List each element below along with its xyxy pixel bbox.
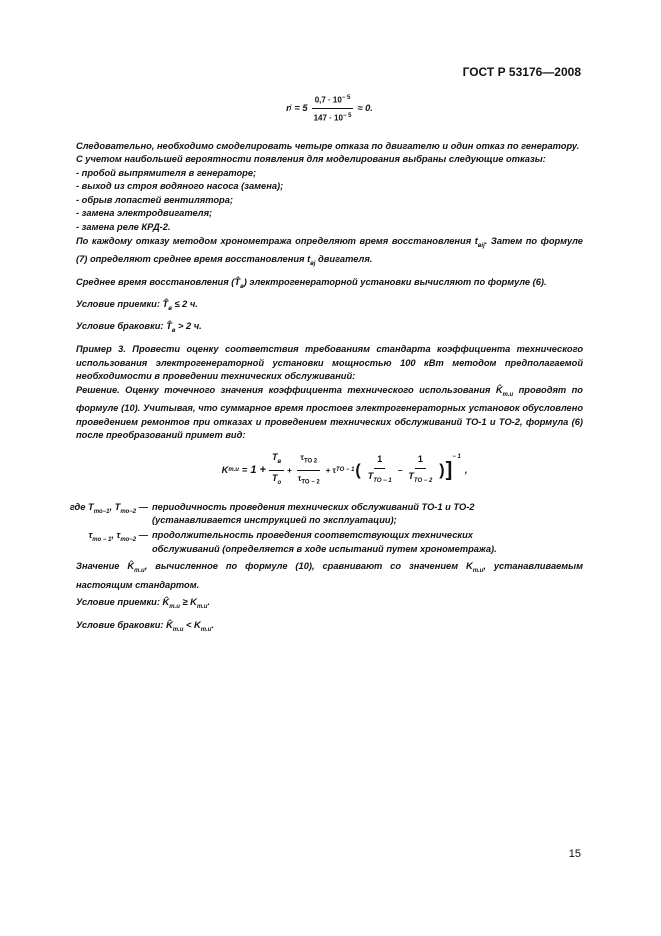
formula-k-tau1-sub: ТО − 1 [335, 467, 355, 474]
def-text-periodicity: периодичность проведения технических обслуживаний ТО-1 и ТО-2 (устанавливается инструкцией по эксплуатации); [152, 501, 475, 526]
value-sym: K̂ [127, 561, 135, 572]
formula-k-t1-sub: ТО − 1 [373, 477, 392, 484]
accept2-k: K [190, 597, 197, 608]
accept-condition-1 [76, 298, 583, 316]
formula-k-lhs: K [221, 465, 229, 476]
formula-k-to: T [271, 473, 278, 484]
def-term-duration [32, 529, 152, 556]
accept1-sub: в [168, 305, 172, 312]
para3-a: По каждому отказу методом хронометража определяют время восстановления t [76, 235, 478, 246]
accept2-sym: K̂ [162, 597, 170, 608]
formula-r-lhs: r [286, 102, 290, 113]
formula-k: K т.и = 1 + $\frac{T_в}{T_о}$ + $\frac{\tau_{ТО 2}}{\tau_{ТО - 2}}$ + τ ТО − 1 ( $\frac{1}{T_{ТО - 1}}$ − $\frac{1}{T_{ТО - 2}}$ ) ] $^{- 1}$ , [106, 451, 583, 491]
where-sub2: то−2 [120, 508, 137, 515]
failure-item: - пробой выпрямителя в генераторе; [76, 167, 257, 178]
where-sub1: то−1 [93, 508, 110, 515]
where-mid: , T [109, 501, 121, 512]
where-dash: — [136, 501, 148, 512]
value-c: , устанавливаемым настоящим стандартом. [76, 561, 583, 590]
formula-k-tau2-den-sub: ТО − 2 [301, 479, 320, 486]
para4-a: Среднее время восстановления ( [76, 276, 235, 287]
para3-sub2: вj [310, 260, 316, 267]
para4-b: ) электрогенераторной установки вычисляют по формуле (6). [243, 276, 547, 287]
solution-a: Решение. Оценку точечного значения коэффициента технического использования [76, 384, 496, 395]
document-code: ГОСТ Р 53176—2008 [462, 65, 581, 79]
solution-sub: т.и [502, 391, 514, 398]
formula-k-t2: T [408, 470, 414, 481]
formula-k-t2-sub: ТО − 2 [413, 477, 433, 484]
page-body [69, 92, 583, 637]
formula-r-eq: = 5 [294, 102, 308, 113]
solution-sym: K̂ [495, 384, 503, 395]
formula-k-tau2-num-sub: ТО 2 [303, 458, 318, 465]
accept2-sub: т.и [169, 604, 180, 610]
page-number: 15 [568, 848, 581, 860]
failure-item: - замена электродвигателя; [76, 208, 213, 219]
formula-k-tau2-den: τ [297, 474, 302, 484]
formula-k-one2: 1 [374, 453, 385, 469]
paragraph-conclusion: Следовательно, необходимо смоделировать четыре отказа по двигателю и один отказ по генератору. [76, 140, 580, 151]
paragraph-restore-time [76, 235, 583, 272]
formula-k-comma: , [464, 465, 468, 476]
formula-r [76, 92, 583, 126]
formula-k-lhs-sub: т.и [228, 467, 239, 474]
def-term-periodicity [32, 501, 152, 528]
accept-condition-2 [76, 596, 583, 614]
formula-k-to-sub: о [277, 480, 282, 487]
formula-r-num: 0,7 · 10 [314, 95, 342, 105]
tau-mid: , τ [111, 529, 121, 540]
formula-k-frac-t2 [405, 453, 435, 488]
reject1-sub: в [171, 328, 176, 335]
accept2-ksub: т.и [196, 604, 208, 610]
definitions [32, 501, 583, 556]
formula-k-exp: − 1 [452, 453, 461, 460]
failure-item: - замена реле КРД-2. [76, 222, 171, 233]
accept1-rest: ≤ 2 ч. [171, 299, 198, 310]
reject2-k: K [194, 619, 201, 630]
reject-condition-2 [76, 619, 583, 637]
value-sub2: т.и [472, 567, 484, 574]
accept1-sym: T̂ [162, 299, 169, 310]
accept1-label: Условие приемки: [76, 299, 163, 310]
formula-k-plus2: + [325, 466, 331, 476]
tau-sub2: то−2 [120, 536, 137, 543]
accept2-rel: ≥ [179, 597, 191, 608]
where-label: где T [69, 501, 94, 512]
reject2-rel: < [183, 619, 194, 630]
failure-item: - обрыв лопастей вентилятора; [76, 194, 234, 205]
tau-dash: — [136, 529, 148, 540]
reject1-label: Условие браковки: [76, 321, 167, 332]
para3-c: двигателя. [315, 254, 373, 265]
paragraph-value-compare [76, 560, 583, 592]
value-a: Значение [76, 561, 128, 572]
para4-sub: в [240, 283, 244, 290]
def-text-duration: продолжительность проведения соответствующих технических обслуживаний (определяется в ходе испытаний путем хронометража). [152, 529, 497, 554]
formula-k-one3: 1 [415, 453, 426, 469]
failure-list [76, 167, 583, 235]
failure-item: - выход из строя водяного насоса (замена); [76, 181, 284, 192]
solution-b: проводят по формуле (10). Учитывая, что суммарное время простоев электрогенераторных установок обусловлено проведением ремонтов при отказах и проведением технических обслуживаний ТО-1 и ТО-2, формула (6) после преобразований примет вид: [76, 384, 583, 441]
formula-r-fraction [311, 92, 355, 126]
formula-r-num-exp: − 5 [341, 95, 351, 101]
formula-r-den: 147 · 10 [313, 113, 343, 123]
formula-k-plus1: + [287, 466, 292, 476]
reject2-end: . [211, 619, 214, 630]
value-b: , вычисленное по формуле (10), сравнивают со значением K [144, 561, 473, 572]
formula-k-tv-sub: в [277, 458, 282, 465]
paragraph-solution [76, 384, 583, 443]
formula-k-frac-tau2 [295, 451, 323, 490]
tau-label: τ [88, 529, 93, 540]
para3-b: . Затем по формуле (7) определяют среднее время восстановления t [76, 235, 583, 265]
paragraph-example-3: Пример 3. Провести оценку соответствия требованиям стандарта коэффициента технического использования электрогенераторной установки мощностью 100 кВт методом предполагаемой необходимости в проведении технических обслуживаний: [76, 343, 583, 382]
para3-sub: вij [477, 242, 485, 249]
reject2-label: Условие браковки: [76, 619, 167, 630]
formula-k-one: 1 + [250, 464, 266, 477]
formula-r-result: ≈ 0. [357, 102, 373, 113]
reject1-rest: > 2 ч. [175, 321, 202, 332]
formula-k-t1: T [367, 470, 374, 481]
value-sub: т.и [134, 567, 145, 574]
accept2-end: . [207, 597, 211, 608]
reject2-sym: K̂ [166, 619, 173, 630]
reject-condition-1 [76, 320, 583, 338]
formula-r-den-exp: − 5 [342, 113, 352, 120]
paragraph-avg-restore [76, 276, 583, 294]
formula-k-frac-tv-to [269, 451, 284, 491]
reject1-sym: T̂ [166, 321, 172, 332]
formula-k-tau1: τ [332, 466, 336, 476]
formula-r-lhs-sub: j [289, 104, 292, 111]
formula-k-minus: − [397, 466, 403, 476]
formula-k-frac-t1 [365, 453, 395, 488]
paragraph-failures-intro: С учетом наибольшей вероятности появления для моделирования выбраны следующие отказы: [76, 154, 546, 165]
tau-sub1: то − 1 [92, 536, 112, 543]
reject2-ksub: т.и [200, 626, 212, 633]
accept2-label: Условие приемки: [76, 597, 163, 608]
formula-k-eq: = [241, 465, 248, 476]
formula-k-tau2-num: τ [300, 453, 304, 463]
formula-k-tv: T [271, 451, 278, 462]
para4-sym: T̂ [234, 276, 241, 287]
reject2-sub: т.и [172, 626, 184, 633]
